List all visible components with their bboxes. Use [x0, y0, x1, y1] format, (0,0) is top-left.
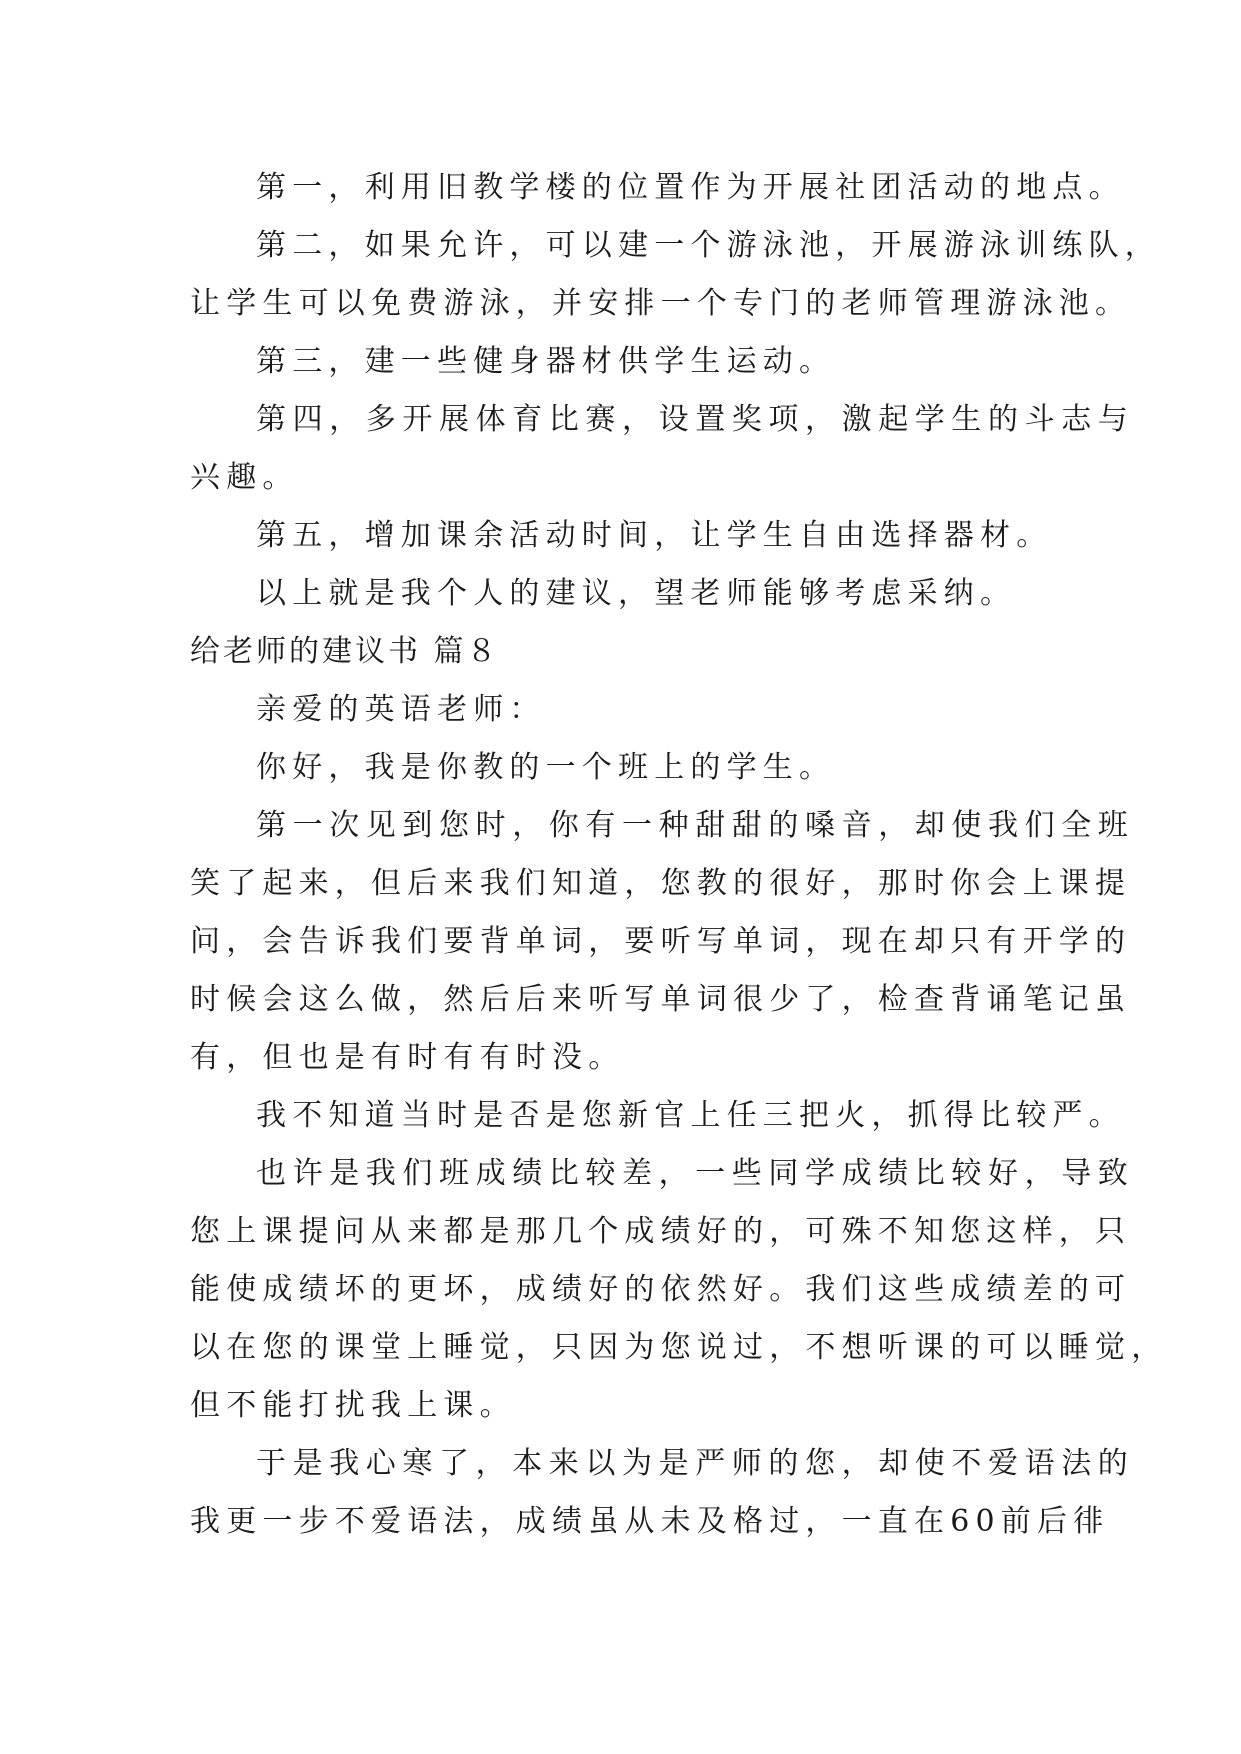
paragraph-line: 第四，多开展体育比赛，设置奖项，激起学生的斗志与	[256, 402, 1135, 437]
paragraph-line: 第一，利用旧教学楼的位置作为开展社团活动的地点。	[256, 170, 1125, 205]
paragraph-line: 也许是我们班成绩比较差，一些同学成绩比较好，导致	[256, 1156, 1135, 1191]
paragraph-line: 问，会告诉我们要背单词，要听写单词，现在却只有开学的	[190, 924, 1132, 959]
paragraph-line: 以在您的课堂上睡觉，只因为您说过，不想听课的可以睡觉，	[190, 1330, 1168, 1365]
paragraph-line: 笑了起来，但后来我们知道，您教的很好，那时你会上课提	[190, 866, 1132, 901]
paragraph-line: 我更一步不爱语法，成绩虽从未及格过，一直在60前后徘	[190, 1504, 1110, 1539]
paragraph-line: 时候会这么做，然后后来听写单词很少了，检查背诵笔记虽	[190, 982, 1132, 1017]
paragraph-line: 你好，我是你教的一个班上的学生。	[256, 750, 836, 785]
paragraph-line: 第一次见到您时，你有一种甜甜的嗓音，却使我们全班	[256, 808, 1135, 843]
paragraph-line: 兴趣。	[190, 460, 299, 495]
paragraph-line: 第五，增加课余活动时间，让学生自由选择器材。	[256, 518, 1053, 553]
paragraph-line: 第二，如果允许，可以建一个游泳池，开展游泳训练队，	[256, 228, 1161, 263]
paragraph-line: 但不能打扰我上课。	[190, 1388, 516, 1423]
paragraph-line: 以上就是我个人的建议，望老师能够考虑采纳。	[256, 576, 1017, 611]
paragraph-line: 我不知道当时是否是您新官上任三把火，抓得比较严。	[256, 1098, 1125, 1133]
paragraph-line: 能使成绩坏的更坏，成绩好的依然好。我们这些成绩差的可	[190, 1272, 1132, 1307]
paragraph-line: 第三，建一些健身器材供学生运动。	[256, 344, 836, 379]
section-heading: 给老师的建议书 篇８	[190, 634, 500, 669]
paragraph-line: 让学生可以免费游泳，并安排一个专门的老师管理游泳池。	[190, 286, 1132, 321]
paragraph-line: 有，但也是有时有有时没。	[190, 1040, 625, 1075]
paragraph-line: 于是我心寒了，本来以为是严师的您，却使不爱语法的	[256, 1446, 1135, 1481]
paragraph-line: 您上课提问从来都是那几个成绩好的，可殊不知您这样，只	[190, 1214, 1132, 1249]
salutation: 亲爱的英语老师：	[256, 692, 546, 727]
